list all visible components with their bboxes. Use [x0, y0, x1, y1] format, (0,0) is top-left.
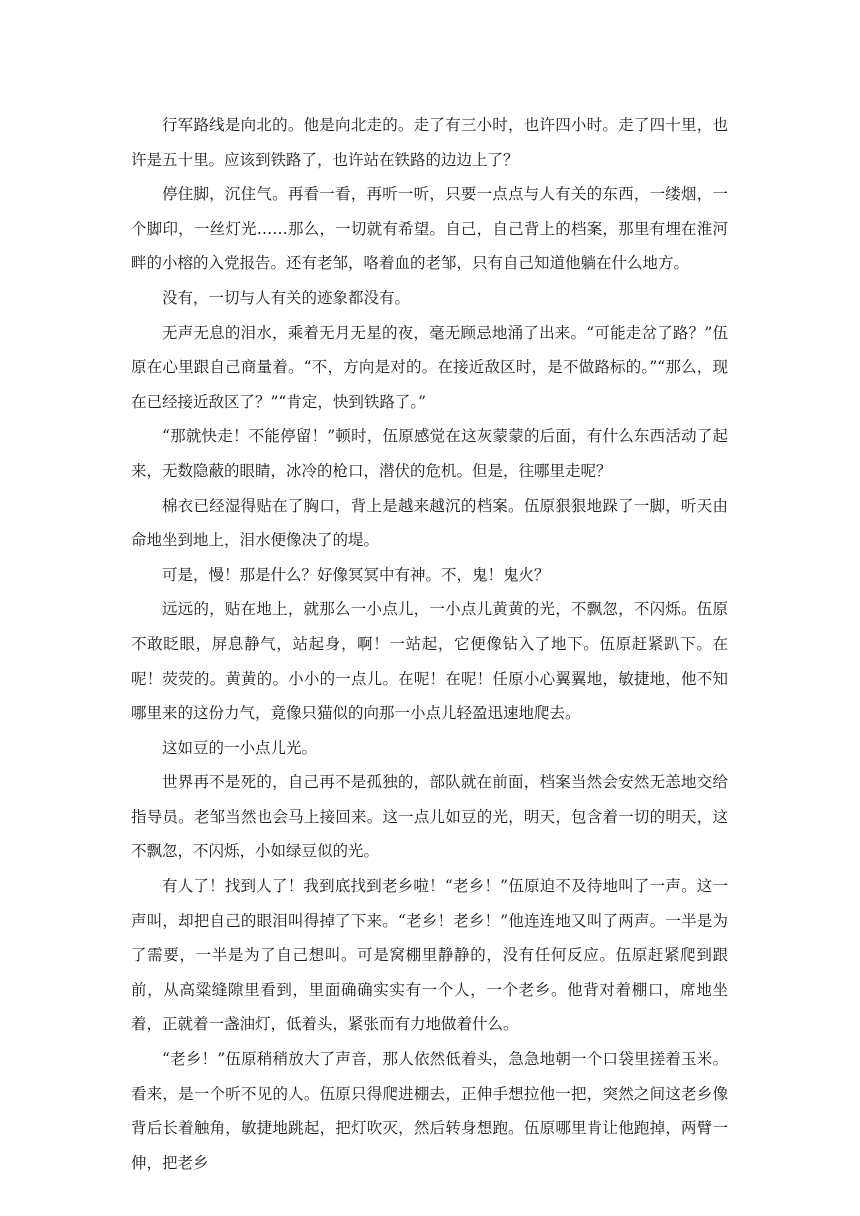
- paragraph: 远远的，贴在地上，就那么一小点儿，一小点儿黄黄的光，不飘忽，不闪烁。伍原不敢眨眼，屏息静气，站起身，啊！一站起，它便像钻入了地下。伍原赶紧趴下。在呢！荧荧的。黄黄的。小小的一点儿。在呢！在呢！任原小心翼翼地，敏捷地，他不知哪里来的这份力气，竟像只猫似的向那一小点儿轻盈迅速地爬去。: [131, 600, 728, 723]
- paragraph: 停住脚，沉住气。再看一看，再听一听，只要一点点与人有关的东西，一缕烟，一个脚印，一丝灯光……那么，一切就有希望。自己，自己背上的档案，那里有埋在淮河畔的小榕的入党报告。还有老邹，咯着血的老邹，只有自己知道他躺在什么地方。: [131, 185, 728, 273]
- paragraph: 这如豆的一小点儿光。: [162, 738, 318, 757]
- paragraph: 世界再不是死的，自己再不是孤独的，部队就在前面，档案当然会安然无恙地交给指导员。老邹当然也会马上接回来。这一点儿如豆的光，明天，包含着一切的明天，这不飘忽，不闪烁，小如绿豆似的光。: [131, 773, 728, 861]
- paragraph: 行军路线是向北的。他是向北走的。走了有三小时，也许四小时。走了四十里，也许是五十里。应该到铁路了，也许站在铁路的边边上了？: [131, 116, 728, 169]
- paragraph: 无声无息的泪水，乘着无月无星的夜，毫无顾忌地涌了出来。“可能走岔了路？”伍原在心里跟自己商量着。“不，方向是对的。在接近敌区时，是不做路标的。”“那么，现在已经接近敌区了？”“肯定，快到铁路了。”: [131, 323, 728, 411]
- paragraph: 没有，一切与人有关的迹象都没有。: [162, 288, 411, 307]
- paragraph: 有人了！找到人了！我到底找到老乡啦！“老乡！”伍原迫不及待地叫了一声。这一声叫，却把自己的眼泪叫得掉了下来。“老乡！老乡！”他连连地又叫了两声。一半是为了需要，一半是为了自己想叫。可是窝棚里静静的，没有任何反应。伍原赶紧爬到跟前，从高粱缝隙里看到，里面确确实实有一个人，一个老乡。他背对着棚口，席地坐着，正就着一盏油灯，低着头，紧张而有力地做着什么。: [131, 877, 728, 1034]
- paragraph: “那就快走！不能停留！”顿时，伍原感觉在这灰蒙蒙的后面，有什么东西活动了起来，无数隐蔽的眼睛，冰冷的枪口，潜伏的危机。但是，往哪里走呢？: [131, 427, 728, 480]
- paragraph: 棉衣已经湿得贴在了胸口，背上是越来越沉的档案。伍原狠狠地跺了一脚，听天由命地坐到地上，泪水便像决了的堤。: [131, 496, 728, 550]
- document-body: [131, 108, 728, 1180]
- paragraph: 可是，慢！那是什么？好像冥冥中有神。不，鬼！鬼火？: [162, 565, 550, 584]
- paragraph: “老乡！”伍原稍稍放大了声音，那人依然低着头，急急地朝一个口袋里搓着玉米。看来，是一个听不见的人。伍原只得爬进棚去，正伸手想拉他一把，突然之间这老乡像背后长着触角，敏捷地跳起，把灯吹灭，然后转身想跑。伍原哪里肯让他跑掉，两臂一伸，把老乡: [131, 1050, 728, 1172]
